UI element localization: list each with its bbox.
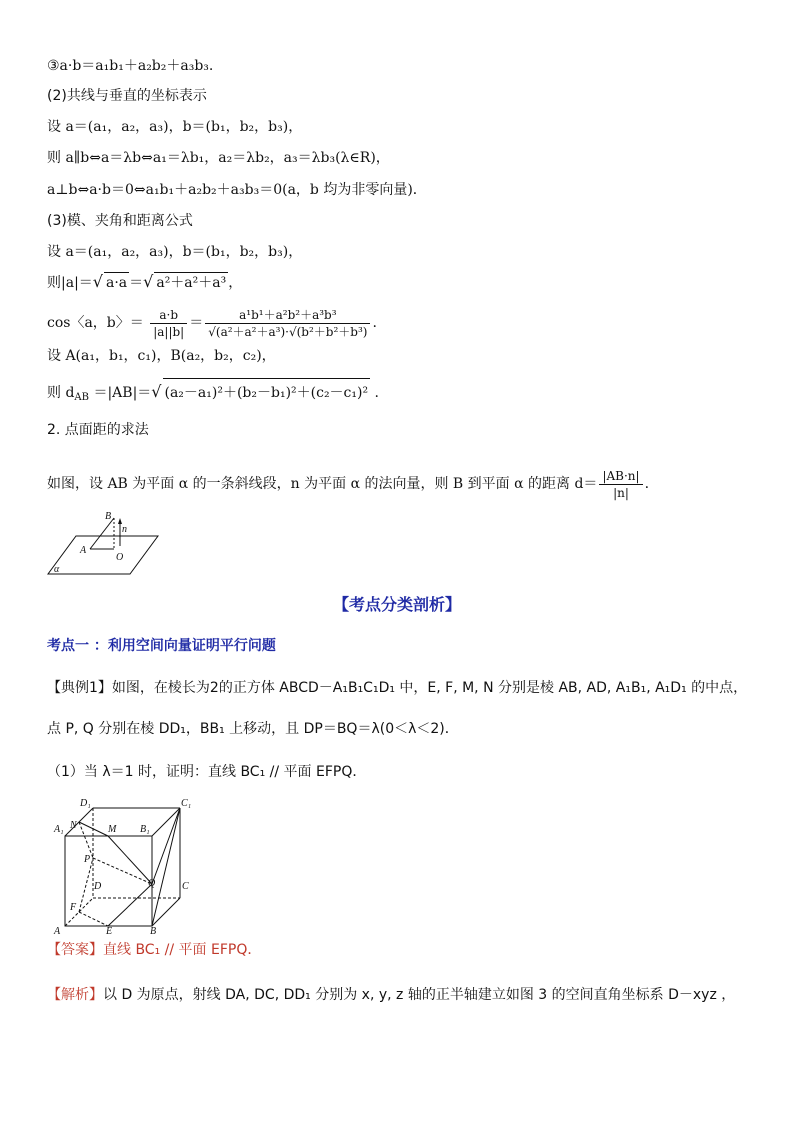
label-c1: C₁	[181, 798, 192, 809]
analysis-text: 以 D 为原点，射线 DA, DC, DD₁ 分别为 x, y, z 轴的正半轴建立如图 3 的空间直角坐标系 D－xyz ，	[103, 987, 736, 1003]
label-a: A	[80, 545, 87, 556]
cosine-prefix: cos〈a，b〉＝	[47, 315, 144, 331]
label-a: A	[54, 926, 61, 936]
point-plane-fraction	[599, 468, 642, 501]
point-plane-den: |n|	[613, 485, 629, 500]
example-line-1	[47, 678, 747, 698]
segment-f-e	[79, 912, 108, 926]
section-modulus-angle-distance: (3)模、夹角和距离公式	[47, 213, 193, 229]
label-alpha: α	[54, 564, 60, 575]
formula-dot-product: ③a·b＝a₁b₁＋a₂b₂＋a₃b₃.	[47, 58, 214, 74]
point-plane-num: |AB·n|	[599, 468, 642, 485]
segment-ab	[90, 518, 114, 549]
cube-front-face	[65, 836, 152, 926]
perpendicular-condition: a⊥b⇔a·b＝0⇔a₁b₁＋a₂b₂＋a₃b₃＝0(a，b 均为非零向量)．	[47, 182, 427, 198]
segment-f-p	[79, 858, 93, 912]
label-q: Q	[148, 878, 156, 889]
cosine-num-1: a·b	[150, 307, 187, 324]
modulus-formula: 则|a|＝√ a·a ＝√ a²＋a²＋a³ ，	[47, 272, 243, 291]
cosine-den-2: √(a²＋a²＋a³)·√(b²＋b²＋b³)	[208, 324, 368, 339]
label-e: E	[106, 926, 113, 936]
section-point-plane: 2. 点面距的求法	[47, 422, 149, 438]
label-m: M	[108, 824, 117, 835]
modulus-inner: a·a	[104, 272, 129, 293]
label-d: D	[94, 881, 102, 892]
label-f: F	[70, 902, 77, 913]
segment-q-c1	[152, 808, 180, 884]
example-line-2: 点 P, Q 分别在棱 DD₁，BB₁ 上移动，且 DP＝BQ＝λ(0＜λ＜2)．	[47, 721, 459, 737]
label-n: n	[122, 524, 127, 535]
segment-p-q	[93, 858, 152, 884]
example-tag: 【典例1】	[47, 680, 112, 696]
example-question-1: （1）当 λ＝1 时，证明：直线 BC₁ // 平面 EFPQ．	[47, 764, 367, 780]
set-points: 设 A(a₁，b₁，c₁)，B(a₂，b₂，c₂)，	[47, 348, 276, 364]
point-plane-desc: 如图，设 AB 为平面 α 的一条斜线段，n 为平面 α 的法向量，则 B 到平面 α 的距离 d＝	[47, 476, 598, 492]
distance-radicand: (a₂－a₁)²＋(b₂－b₁)²＋(c₂－c₁)²	[163, 378, 371, 407]
cosine-formula: cos〈a，b〉＝ $\frac{a\cdot b}{|a||b|}$ ＝ $\frac{\text{a¹b¹＋a²b²＋a³b³}}{\text{√(a²＋a²＋a³)·√(b²＋b²＋b³)}}$ .	[47, 307, 377, 339]
distance-sub: AB	[74, 392, 89, 403]
kaodian-title: 考点一 ：利用空间向量证明平行问题	[47, 638, 276, 654]
label-b1: B₁	[140, 824, 150, 835]
label-c: C	[182, 881, 189, 892]
analysis-tag: 【解析】	[47, 987, 103, 1003]
answer-tag: 【答案】	[47, 942, 103, 958]
modulus-prefix: 则|a|＝	[47, 275, 93, 291]
plane-alpha-shape	[48, 536, 158, 574]
set-vectors-2: 设 a＝(a₁，a₂，a₃)，b＝(b₁，b₂，b₃)，	[47, 244, 303, 260]
label-o: O	[116, 552, 124, 563]
point-plane-text: 如图，设 AB 为平面 α 的一条斜线段，n 为平面 α 的法向量，则 B 到平面 α 的距离 d＝ $\frac{|AB\cdot n|}{|n|}$ .	[47, 468, 650, 500]
segment-e-q	[108, 884, 152, 926]
analysis-line	[47, 985, 735, 1005]
label-d1: D₁	[80, 798, 91, 809]
distance-prefix: 则 d	[47, 385, 75, 401]
modulus-radicand: a²＋a²＋a³	[154, 272, 228, 293]
cosine-fraction-1	[150, 307, 187, 340]
cosine-fraction-2	[205, 307, 370, 340]
distance-formula: 则 $d_{AB} =|AB|=√$ (a₂－a₁)²＋(b₂－b₁)²＋(c₂－c₁)² .	[47, 378, 379, 412]
edge-b1-c1	[152, 808, 180, 836]
edge-b-c	[152, 898, 180, 926]
label-b: B	[150, 926, 157, 936]
label-n: N	[70, 820, 77, 831]
answer-line	[47, 940, 261, 960]
distance-mid: ＝|AB|＝	[93, 385, 152, 401]
section-heading: 【考点分类剖析】	[332, 595, 461, 614]
section-collinear-perpendicular: (2)共线与垂直的坐标表示	[47, 88, 207, 104]
answer-text: 直线 BC₁ // 平面 EFPQ．	[103, 942, 262, 958]
cosine-den-1: |a||b|	[153, 324, 185, 339]
segment-m-q	[108, 836, 152, 884]
set-vectors-1: 设 a＝(a₁，a₂，a₃)，b＝(b₁，b₂，b₃)，	[47, 119, 303, 135]
cosine-num-2: a¹b¹＋a²b²＋a³b³	[205, 307, 370, 324]
example-text-1: 如图，在棱长为2的正方体 ABCD－A₁B₁C₁D₁ 中，E, F, M, N 分别是棱 AB, AD, A₁B₁, A₁D₁ 的中点，	[111, 680, 748, 696]
label-a1: A₁	[54, 824, 64, 835]
modulus-eq: ＝	[129, 275, 144, 291]
cube-figure	[50, 796, 195, 936]
label-b: B	[105, 511, 112, 522]
parallel-condition: 则 a∥b⇔a＝λb⇔a₁＝λb₁，a₂＝λb₂，a₃＝λb₃(λ∈R)，	[47, 150, 390, 166]
segment-b-c1	[152, 808, 180, 926]
plane-normal-figure	[46, 506, 162, 578]
label-p: P	[84, 854, 91, 865]
